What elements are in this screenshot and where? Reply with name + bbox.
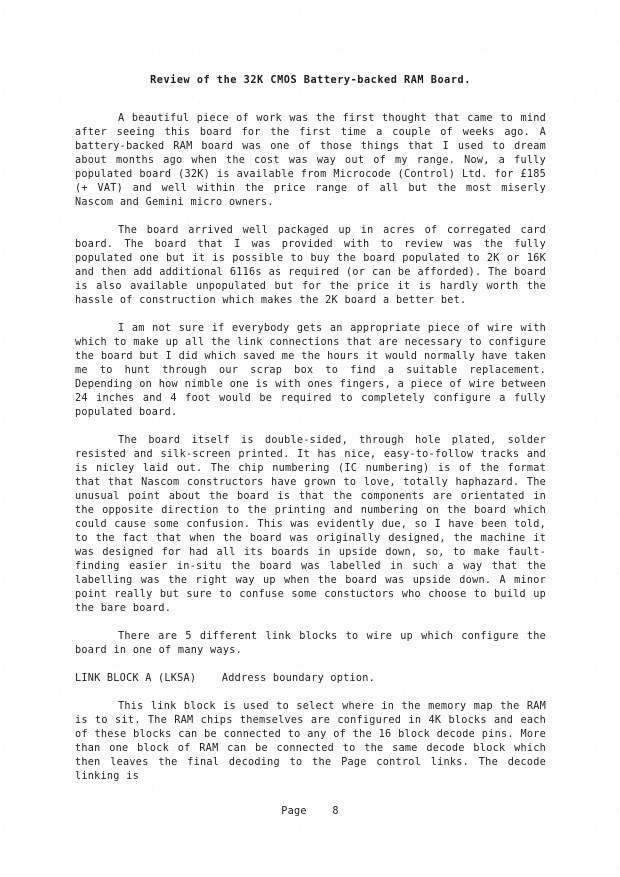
page-footer: Page 8 <box>281 806 339 817</box>
paragraph-3: I am not sure if everybody gets an appropriate piece of wire with which to make up all the link connections that are necessary to configure the board but I did which saved me the hours it would normally have taken me to hunt through our scrap box to find a suitable replacement. Depending on how nimble one is with ones fingers, a piece of wire between 24 inches and 4 foot would be required to completely configure a fully populated board. <box>75 323 546 418</box>
page-title: Review of the 32K CMOS Battery-backed RAM Board. <box>150 75 471 86</box>
document-body <box>75 0 546 784</box>
paragraph-1: A beautiful piece of work was the first thought that came to mind after seeing this board for the first time a couple of weeks ago. A battery-backed RAM board was one of those things that I used to dream about months ago when the cost was way out of my range. Now, a fully populated board (32K) is available from Microcode (Control) Ltd. for £185 (+ VAT) and well within the price range of all but the most miserly Nascom and Gemini micro owners. <box>75 113 546 208</box>
paragraph-4: The board itself is double-sided, through hole plated, solder resisted and silk-screen printed. It has nice, easy-to-follow tracks and is nicley laid out. The chip numbering (IC numbering) is of the format that that Nascom constructors have grown to love, totally haphazard. The unusual point about the board is that the components are orientated in the opposite direction to the printing and numbering on the board which could cause some confusion. This was evidently due, so I have been told, to the fact that when the board was originally designed, the machine it was designed for had all its boards in upside down, so, to make fault-finding easier in-situ the board was labelled in such a way that the labelling was the right way up when the board was upside down. A minor point really but sure to confuse some constuctors who choose to build up the bare board. <box>75 435 546 614</box>
paragraph-5: There are 5 different link blocks to wire up which configure the board in one of many ways. <box>75 631 546 656</box>
section-heading-link-block-a: LINK BLOCK A (LKSA) Address boundary option. <box>75 673 376 684</box>
paragraph-2: The board arrived well packaged up in acres of corregated card board. The board that I was provided with to review was the fully populated one but it is possible to buy the board populated to 2K or 16K and then add additional 6116s as required (or can be afforded). The board is also available unpopulated but for the price it is hardly worth the hassle of construction which makes the 2K board a better bet. <box>75 225 546 306</box>
paragraph-6: This link block is used to select where in the memory map the RAM is to sit. The RAM chips themselves are configured in 4K blocks and each of these blocks can be connected to any of the 16 block decode pins. More than one block of RAM can be connected to the same decode block which then leaves the final decoding to the Page control links. The decode linking is <box>75 701 546 782</box>
